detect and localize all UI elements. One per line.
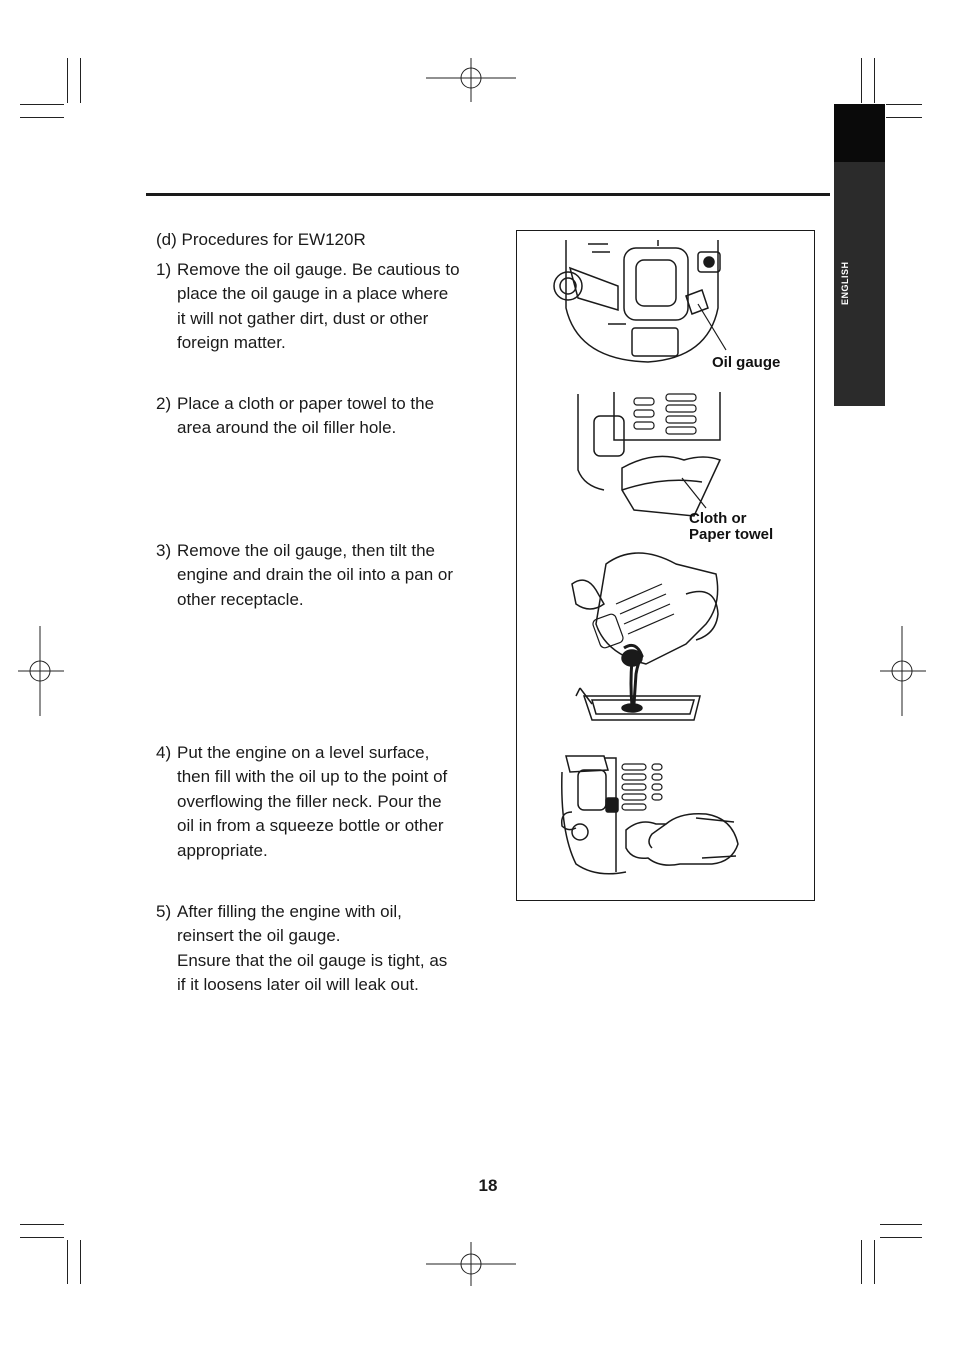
step-number: 3) <box>156 541 172 560</box>
step-line: Remove the oil gauge, then tilt the <box>177 541 435 560</box>
oil-gauge-label: Oil gauge <box>712 354 781 371</box>
cloth-label-line1: Cloth or <box>689 510 747 527</box>
step-line: Remove the oil gauge. Be cautious to <box>177 260 460 279</box>
step-2 <box>156 392 486 441</box>
cloth-label-line2: Paper towel <box>689 526 774 543</box>
section-heading: (d) Procedures for EW120R <box>156 230 366 249</box>
step-line: foreign matter. <box>177 333 286 353</box>
step-line: area around the oil filler hole. <box>177 418 397 438</box>
registration-mark-icon <box>426 1242 516 1286</box>
crop-mark <box>886 104 922 105</box>
step-line: then fill with the oil up to the point of <box>177 767 448 787</box>
step-line: Put the engine on a level surface, <box>177 743 430 762</box>
crop-mark <box>880 1237 922 1238</box>
registration-mark-icon <box>426 58 516 102</box>
step-5 <box>156 900 486 998</box>
header-rule <box>146 193 830 196</box>
step-line: place the oil gauge in a place where <box>177 284 449 304</box>
step-line: engine and drain the oil into a pan or <box>177 565 453 585</box>
step-1 <box>156 258 486 356</box>
language-tab-label: ENGLISH <box>840 261 850 305</box>
step-line: overflowing the filler neck. Pour the <box>177 791 442 811</box>
crop-mark <box>67 1240 68 1284</box>
side-tab-cap <box>834 104 885 162</box>
registration-mark-icon <box>880 626 926 716</box>
step-number: 2) <box>156 394 172 413</box>
crop-mark <box>880 1224 922 1225</box>
cloth-label <box>689 511 773 543</box>
step-number: 5) <box>156 902 172 921</box>
crop-mark <box>861 1240 862 1284</box>
step-number: 4) <box>156 743 172 762</box>
crop-mark <box>886 117 922 118</box>
cloth-paper-towel-illustration-icon <box>574 390 724 520</box>
crop-mark <box>80 1240 81 1284</box>
crop-mark <box>874 58 875 103</box>
registration-mark-icon <box>18 626 64 716</box>
step-line: Place a cloth or paper towel to the <box>177 394 435 413</box>
step-line: other receptacle. <box>177 589 304 609</box>
step-line: oil in from a squeeze bottle or other <box>177 816 444 836</box>
engine-oil-gauge-illustration-icon <box>548 238 738 366</box>
step-line: After filling the engine with oil, <box>177 902 402 921</box>
crop-mark <box>67 58 68 103</box>
step-4 <box>156 741 486 863</box>
crop-mark <box>874 1240 875 1284</box>
step-3 <box>156 539 486 612</box>
crop-mark <box>20 1237 64 1238</box>
crop-mark <box>20 1224 64 1225</box>
refill-oil-illustration-icon <box>556 752 740 882</box>
step-line: it will not gather dirt, dust or other <box>177 308 429 328</box>
drain-oil-illustration-icon <box>566 544 722 732</box>
crop-mark <box>20 104 64 105</box>
crop-mark <box>861 58 862 103</box>
step-number: 1) <box>156 260 172 279</box>
step-line: Ensure that the oil gauge is tight, as <box>177 950 448 970</box>
page-number: 18 <box>478 1176 498 1195</box>
step-line: reinsert the oil gauge. <box>177 926 341 946</box>
crop-mark <box>80 58 81 103</box>
step-line: if it loosens later oil will leak out. <box>177 975 419 995</box>
crop-mark <box>20 117 64 118</box>
step-line: appropriate. <box>177 840 268 860</box>
